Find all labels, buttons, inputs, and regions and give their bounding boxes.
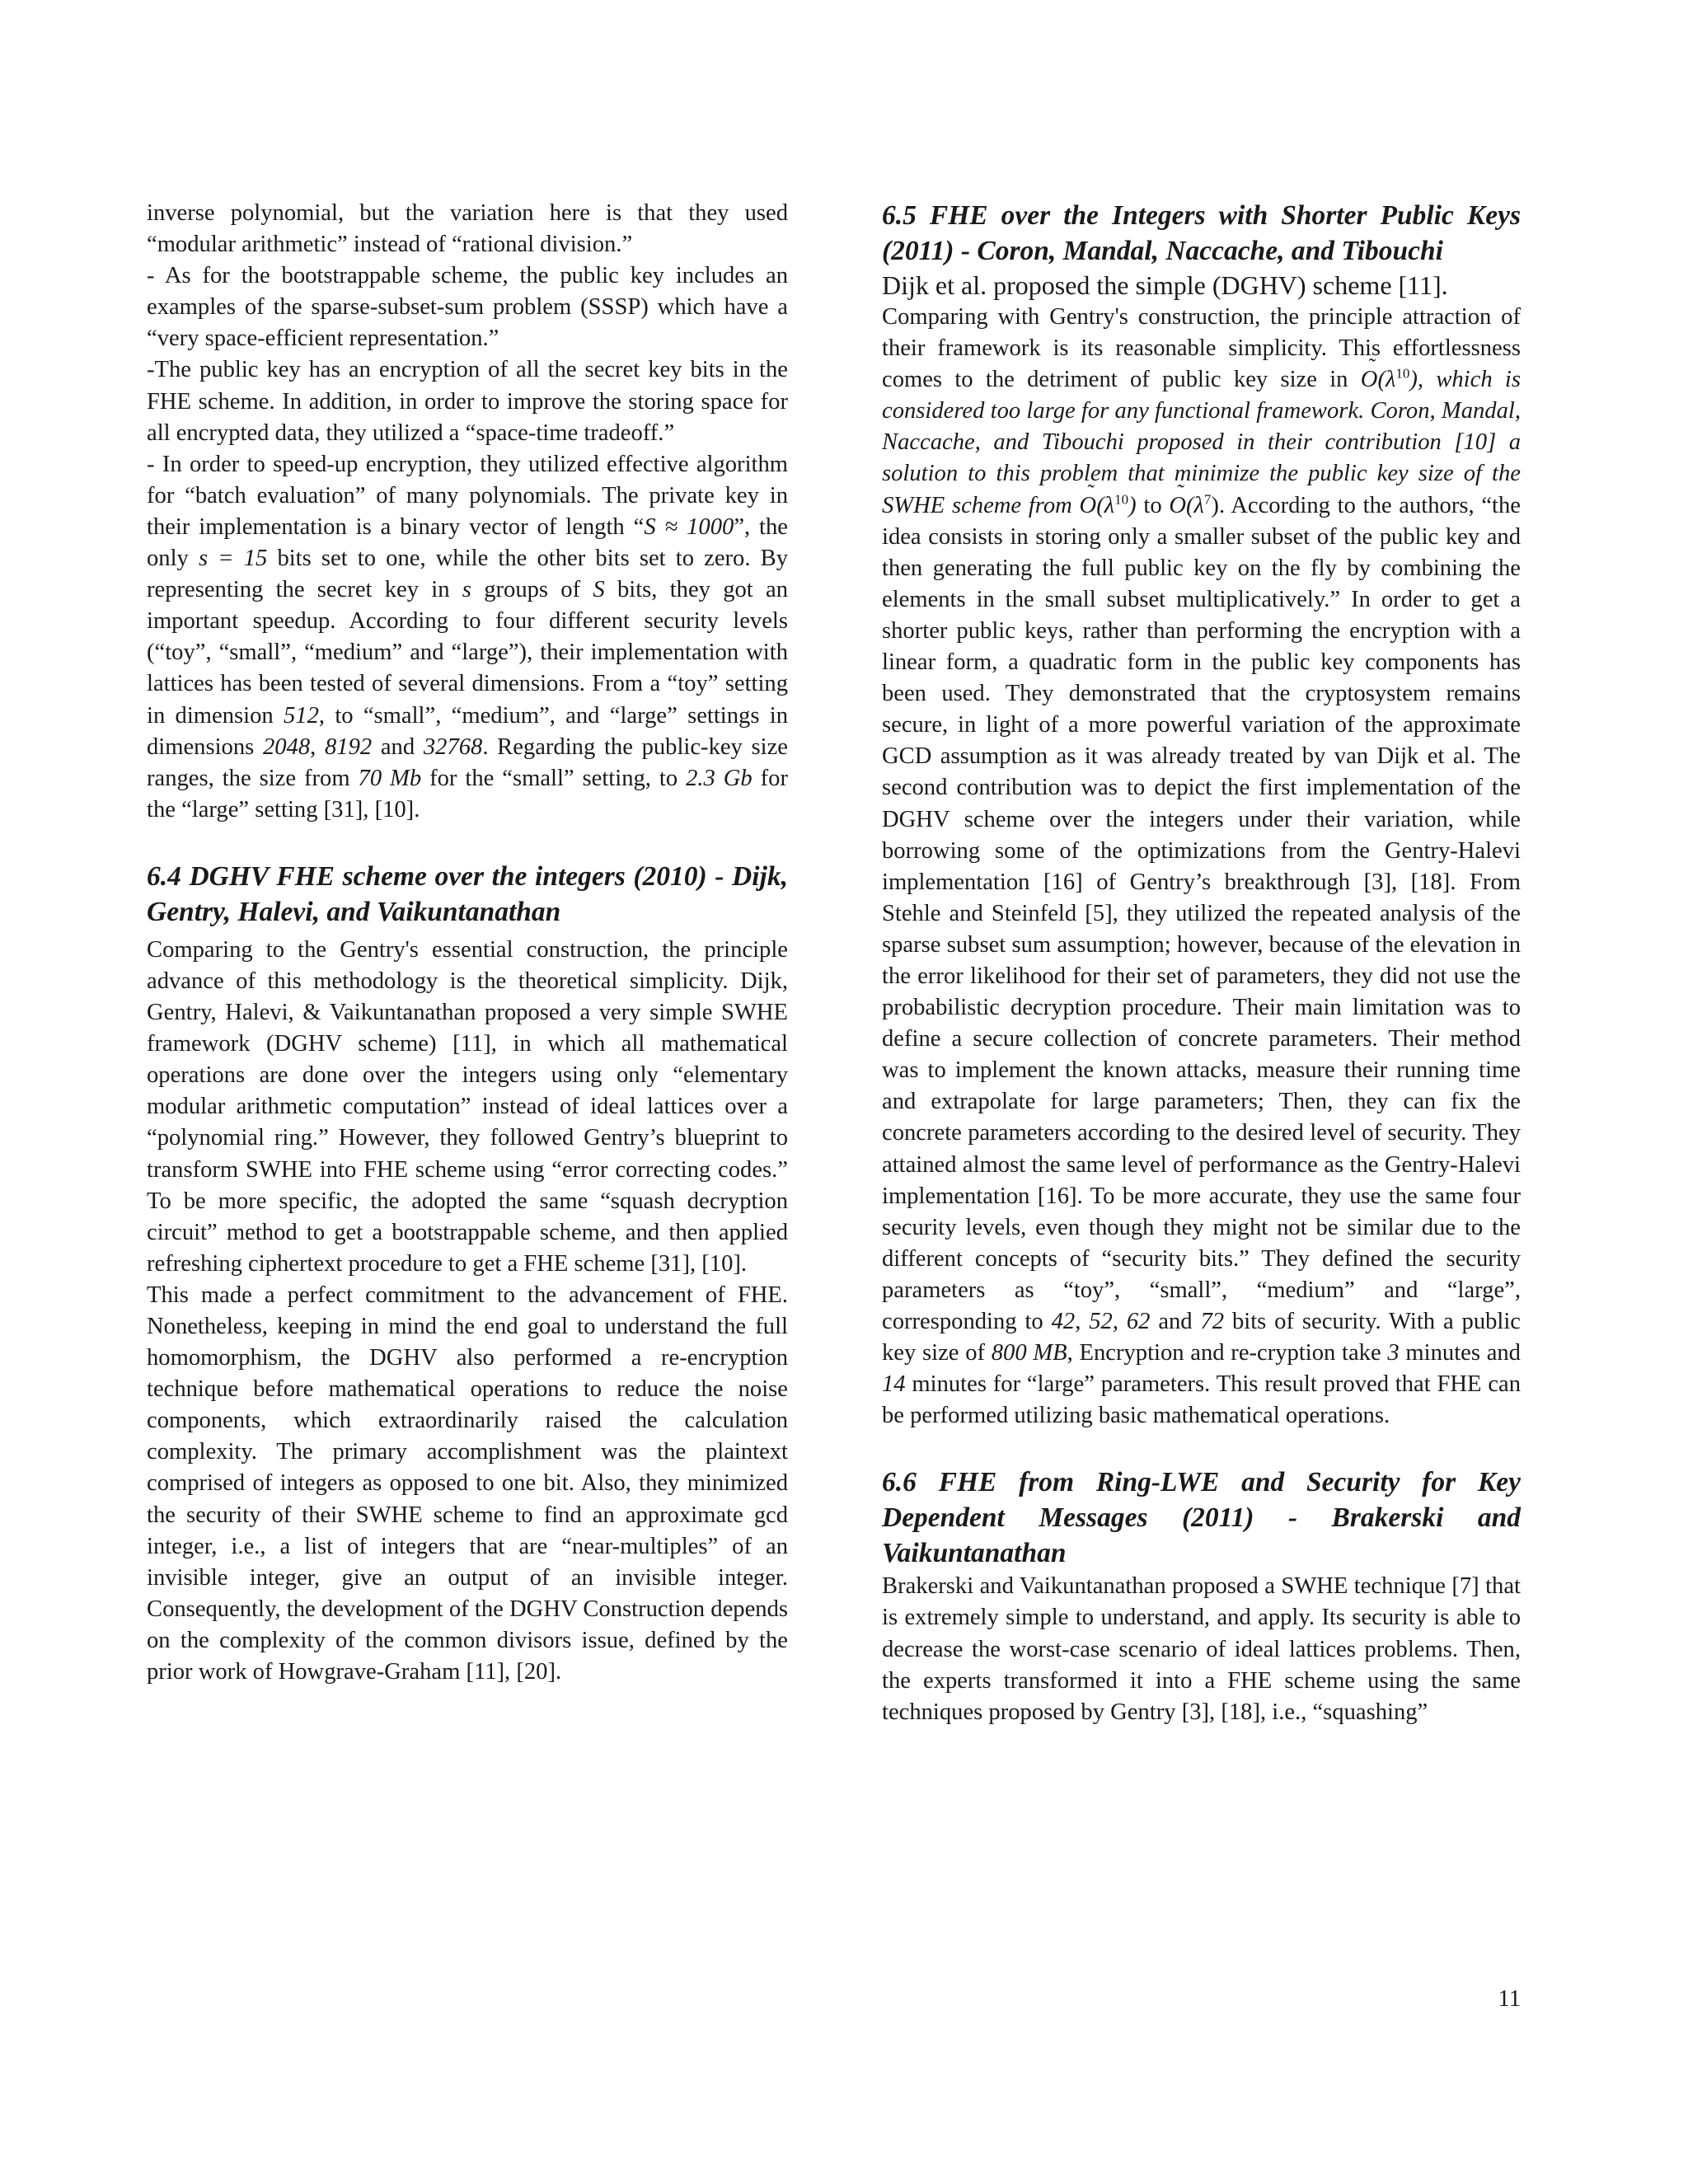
number: 512: [283, 702, 319, 729]
text: for the “large” setting [31], [10].: [147, 765, 788, 823]
right-column: [882, 198, 1521, 1728]
section-heading-6-4: 6.4 DGHV FHE scheme over the integers (2010) - Dijk, Gentry, Halevi, and Vaikuntanathan: [147, 860, 788, 927]
number: 8192: [324, 733, 373, 760]
paragraph: [882, 302, 1521, 1432]
paragraph: Comparing to the Gentry's essential construction, the principle advance of this methodology is the theoretical simplicity. Dijk, Gentry, Halevi, & Vaikuntanathan proposed a very simple SWHE framework (DGHV scheme) [11], in which all mathematical operations are done over the integers using only “elementary modular arithmetic computation” instead of ideal lattices over a “polynomial ring.” However, they followed Gentry’s blueprint to transform SWHE into FHE scheme using “error correcting codes.” To be more specific, the adopted the same “squash decryption circuit” method to get a bootstrappable scheme, and then applied refreshing ciphertext procedure to get a FHE scheme [31], [10].: [147, 936, 788, 1277]
paragraph-lead: Dijk et al. proposed the simple (DGHV) scheme [11].: [882, 270, 1448, 300]
page-number: 11: [1498, 1986, 1521, 2012]
text: for the “small” setting, to: [421, 765, 687, 791]
math: 7: [1203, 491, 1212, 508]
number: 72: [1200, 1309, 1225, 1334]
math: S: [593, 577, 605, 603]
number: 42: [1051, 1309, 1076, 1334]
math-o-tilde: O ˜: [1361, 364, 1378, 396]
math: 10: [1114, 491, 1129, 508]
section-heading-6-5: 6.5 FHE over the Integers with Shorter Public Keys (2011) - Coron, Mandal, Naccache, and Tibouchi: [882, 200, 1521, 266]
paragraph: Brakerski and Vaikuntanathan proposed a SWHE technique [7] that is extremely simple to understand, and apply. Its security is able to decrease the worst-case scenario of ideal lattices problems. Then, the experts transformed it into a FHE scheme using the same techniques proposed by Gentry [3], [18], i.e., “squashing”: [882, 1573, 1521, 1725]
number: 14: [882, 1371, 906, 1398]
text: bits set to one, while the other bits set to zero. By representing the secret key in: [147, 546, 788, 603]
text: - In order to speed-up encryption, they utilized effective algorithm for “batch evaluation” of many polynomials. The private key in their implementation is a binary vector of length “: [147, 451, 788, 540]
text: ,: [310, 733, 325, 760]
paragraph: - As for the bootstrappable scheme, the public key includes an examples of the sparse-subset-sum problem (SSSP) which have a “very space-efficient representation.”: [147, 263, 788, 352]
number: 32768: [423, 733, 483, 760]
text: minutes and: [1399, 1340, 1521, 1366]
math: (λ: [1377, 367, 1396, 393]
number: 800 MB: [991, 1340, 1067, 1366]
number: 70 Mb: [358, 765, 422, 791]
math-o-tilde: O ˜: [1169, 490, 1186, 522]
paragraph: -The public key has an encryption of all the secret key bits in the FHE scheme. In addition, in order to improve the storing space for all encrypted data, they utilized a “space-time tradeoff.”: [147, 357, 788, 446]
text: ,: [1112, 1309, 1127, 1334]
text: bits of security. With a public key size of: [882, 1309, 1521, 1366]
left-column: [147, 198, 788, 1688]
text: , Encryption and re-cryption take: [1067, 1340, 1388, 1366]
text: groups of: [471, 577, 593, 603]
math: S ≈ 1000: [644, 513, 734, 540]
number: 2.3 Gb: [686, 765, 753, 791]
text: Comparing with Gentry's construction, the principle attraction of their framework is its reasonable simplicity. This effortlessness comes to the detriment of public key size in: [882, 304, 1521, 393]
paragraph: [147, 449, 788, 826]
text: , to “small”, “medium”, and “large” settings in dimensions: [147, 702, 788, 760]
math: s: [462, 577, 471, 603]
text: and: [1150, 1309, 1201, 1334]
math: s = 15: [198, 546, 268, 572]
math: ): [1128, 492, 1137, 518]
text: ). According to the authors, “the idea consists in storing only a smaller subset of the public key and then generating the full public key on the fly by combining the elements in the small subset multiplicatively.” In order to get a shorter public keys, rather than performing the encryption with a linear form, a quadratic form in the public key components has been used. They demonstrated that the cryptosystem remains secure, in light of a more powerful variation of the approximate GCD assumption as it was already treated by van Dijk et al. The second contribution was to depict the first implementation of the DGHV scheme over the integers under their variation, while borrowing some of the optimizations from the Gentry-Halevi implementation [16] of Gentry’s breakthrough [3], [18]. From Stehle and Steinfeld [5], they utilized the repeated analysis of the sparse subset sum assumption; however, because of the elevation in the error likelihood for their set of parameters, they did not use the probabilistic decryption procedure. Their main limitation was to define a secure collection of concrete parameters. Their method was to implement the known attacks, measure their running time and extrapolate for large parameters; Then, they can fix the concrete parameters according to the desired level of security. They attained almost the same level of performance as the Gentry-Halevi implementation [16]. To be more accurate, they use the same four security levels, even though they might not be similar due to the different concepts of “security bits.” They defined the security parameters as “toy”, “small”, “medium” and “large”, corresponding to: [882, 492, 1521, 1334]
math-o-tilde: O ˜: [1080, 490, 1097, 522]
text: . Regarding the public-key size ranges, the size from: [147, 733, 788, 791]
section-heading-6-6: 6.6 FHE from Ring-LWE and Security for Key Dependent Messages (2011) - Brakerski and Vaikuntanathan: [882, 1467, 1521, 1569]
text: ,: [1075, 1309, 1090, 1334]
text: minutes for “large” parameters. This result proved that FHE can be performed utilizing basic mathematical operations.: [882, 1371, 1521, 1429]
text: ”, the only: [147, 513, 788, 572]
math: (λ: [1096, 492, 1115, 518]
paragraph: inverse polynomial, but the variation here is that they used “modular arithmetic” instead of “rational division.”: [147, 200, 788, 258]
number: 62: [1126, 1309, 1151, 1334]
math: 10: [1395, 365, 1410, 382]
number: 2048: [262, 733, 311, 760]
paragraph: This made a perfect commitment to the advancement of FHE. Nonetheless, keeping in mind the end goal to understand the full homomorphism, the DGHV also performed a re-encryption technique before mathematical operations to reduce the noise components, which extraordinarily raised the calculation complexity. The primary accomplishment was the plaintext comprised of integers as opposed to one bit. Also, they minimized the security of their SWHE scheme to find an approximate gcd integer, i.e., a list of integers that are “near-multiples” of an invisible integer, give an output of an invisible integer. Consequently, the development of the DGHV Construction depends on the complexity of the common divisors issue, defined by the prior work of Howgrave-Graham [11], [20].: [147, 1282, 788, 1685]
text: bits, they got an important speedup. According to four different security levels (“toy”, “small”, “medium” and “large”), their implementation with lattices has been tested of several dimensions. From a “toy” setting in dimension: [147, 577, 788, 729]
math: (λ: [1186, 492, 1204, 518]
text: ), which is considered too large for any functional framework. Coron, Mandal, Naccache, and Tibouchi proposed in their contribution [10] a solution to this problem that minimize the public key size of the SWHE scheme from: [882, 367, 1521, 518]
text: to: [1136, 492, 1170, 518]
number: 3: [1387, 1340, 1400, 1366]
text: and: [372, 733, 424, 760]
number: 52: [1089, 1309, 1113, 1334]
